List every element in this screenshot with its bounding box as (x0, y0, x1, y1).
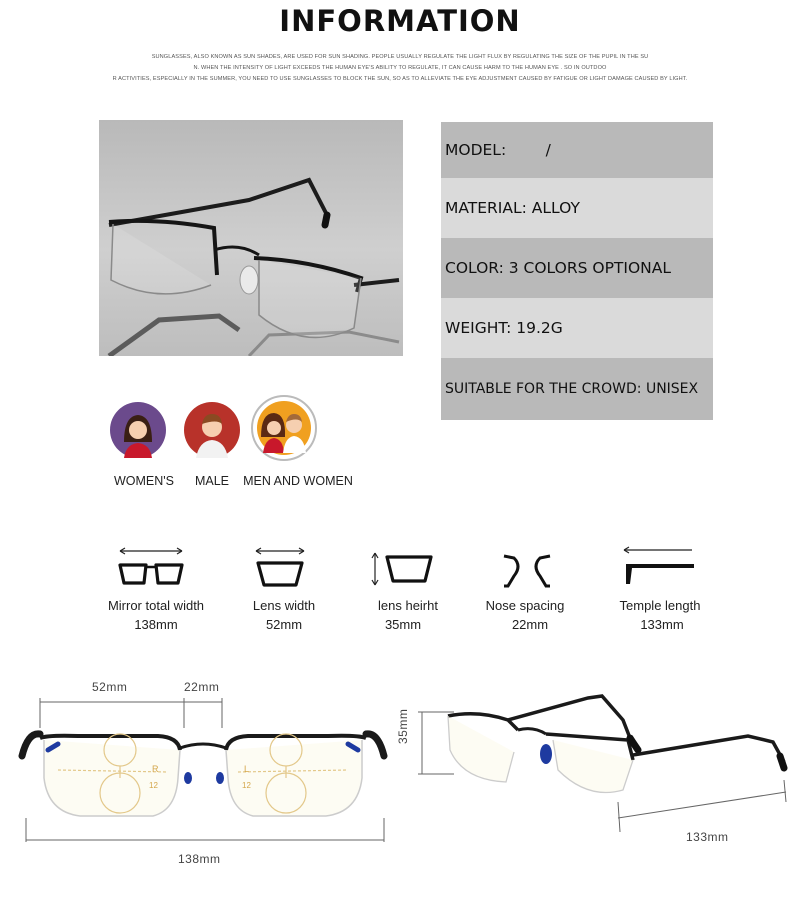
side-dimension-diagram (418, 690, 794, 840)
lens-mark-r-num: 12 (149, 781, 158, 790)
measure-value-total-width: 138mm (134, 617, 178, 632)
crowd-label-men-and-women: MEN AND WOMEN (243, 474, 353, 488)
measure-label-lens-height: lens heirht (378, 598, 438, 613)
measure-value-nose-spacing: 22mm (511, 617, 549, 632)
page-title: INFORMATION (279, 4, 521, 38)
woman-avatar-icon (110, 402, 166, 463)
lens-width-icon (250, 545, 312, 591)
frame-width-icon (110, 545, 192, 591)
measure-value-temple-length: 133mm (640, 617, 684, 632)
spec-model (441, 122, 713, 178)
lens-height-icon (365, 545, 437, 591)
glasses-photo-illustration (99, 120, 403, 356)
spec-crowd (441, 358, 713, 420)
dimension-label-total-width: 138mm (178, 852, 221, 866)
spec-weight (441, 298, 713, 358)
spec-material-label: MATERIAL: ALLOY (445, 199, 580, 217)
crowd-label-male: MALE (194, 474, 230, 488)
spec-table (441, 122, 713, 420)
dimension-label-lens-width: 52mm (92, 680, 128, 694)
measure-label-lens-width: Lens width (252, 598, 316, 613)
spec-model-label: MODEL: / (445, 141, 551, 159)
measure-label-nose-spacing: Nose spacing (485, 598, 565, 613)
spec-crowd-label: SUITABLE FOR THE CROWD: UNISEX (445, 381, 699, 397)
spec-weight-label: WEIGHT: 19.2G (445, 319, 563, 337)
couple-avatar-icon (251, 395, 317, 466)
spec-color-label: COLOR: 3 COLORS OPTIONAL (445, 259, 671, 277)
dimension-label-nose-spacing: 22mm (184, 680, 220, 694)
lens-mark-l-num: 12 (242, 781, 251, 790)
temple-length-icon (618, 544, 698, 590)
measure-label-temple-length: Temple length (619, 598, 701, 613)
man-avatar-icon (184, 402, 240, 463)
spec-material (441, 178, 713, 238)
lens-mark-r: R (152, 764, 159, 774)
measure-label-total-width: Mirror total width (107, 598, 205, 613)
measure-value-lens-width: 52mm (265, 617, 303, 632)
product-photo (99, 120, 403, 356)
description-line-2: N. WHEN THE INTENSITY OF LIGHT EXCEEDS THE HUMAN EYE'S ABILITY TO REGULATE, IT CAN CAUSE HARM TO THE HUMAN EYE . SO IN OUTDOO (193, 65, 607, 71)
spec-color (441, 238, 713, 298)
dimension-label-lens-height: 35mm (396, 708, 410, 744)
crowd-label-women: WOMEN'S (113, 474, 175, 488)
description-line-1: SUNGLASSES, ALSO KNOWN AS SUN SHADES, ARE USED FOR SUN SHADING. PEOPLE USUALLY REGULATE THE LIGHT FLUX BY REGULATING THE SIZE OF THE PUPIL IN THE SU (151, 54, 649, 60)
dimension-label-temple-length: 133mm (686, 830, 729, 844)
nose-spacing-icon (500, 548, 554, 592)
front-dimension-diagram (18, 690, 400, 850)
description-line-3: R ACTIVITIES, ESPECIALLY IN THE SUMMER, YOU NEED TO USE SUNGLASSES TO BLOCK THE SUN, SO AS TO ALLEVIATE THE EYE ADJUSTMENT CAUSED BY FATIGUE OR LIGHT DAMAGE CAUSED BY LIGHT. (112, 76, 688, 82)
lens-mark-l: L (244, 764, 250, 774)
measure-value-lens-height: 35mm (384, 617, 422, 632)
